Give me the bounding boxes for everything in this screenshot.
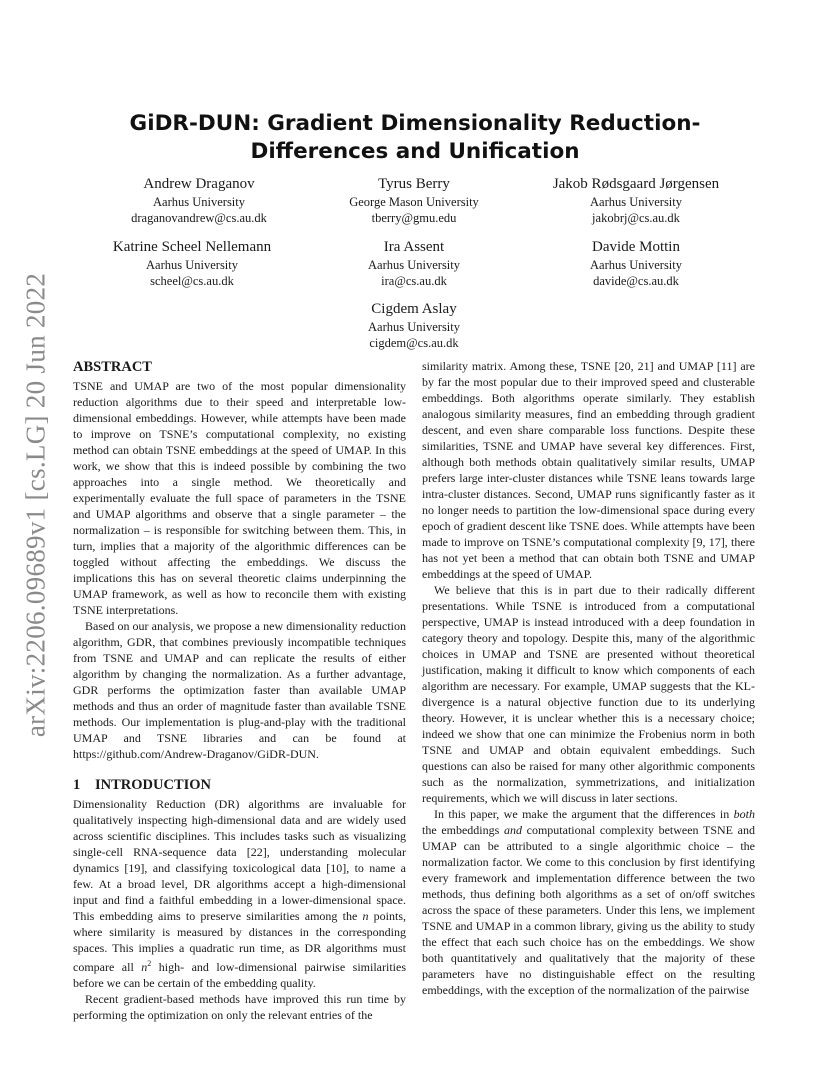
intro-paragraph: Recent gradient-based methods have improved this run time by performing the optimization on only the relevant entries of the: [73, 992, 406, 1022]
author-affiliation: Aarhus University: [590, 258, 682, 272]
author-block: [294, 175, 534, 226]
arxiv-identifier: arXiv:2206.09689v1 [cs.LG] 20 Jun 2022: [20, 272, 51, 738]
text-run: computational complexity between TSNE and UMAP can be attributed to a single algorithmic choice – the normalization factor. We come to this conclusion by first identifying every framework and implementation difference between the two methods, thus defining both algorithms as a set of on/off switches across the space of these parameters. Under this lens, we implement TSNE and UMAP in a common library, giving us the ability to study the effect that each such choice has on the embeddings. We show both quantitatively and qualitatively that the majority of these parameters have no distinguishable effect on the resulting embeddings, with the exception of the normalization of the pairwise: [422, 823, 755, 997]
author-name: Tyrus Berry: [378, 176, 450, 192]
right-column: [422, 358, 755, 998]
math-variable: n: [362, 909, 369, 923]
author-name: Katrine Scheel Nellemann: [112, 239, 272, 255]
author-email: draganovandrew@cs.au.dk: [131, 211, 267, 225]
author-block: [516, 175, 756, 226]
text-run: points, where similarity is measured by distances in the corresponding spaces. This implies a quadratic run time, as DR algorithms must compare all: [73, 909, 406, 974]
author-block: [79, 175, 319, 226]
author-block: [294, 300, 534, 351]
author-affiliation: Aarhus University: [590, 195, 682, 209]
author-email: cigdem@cs.au.dk: [369, 336, 459, 350]
intro-paragraph: similarity matrix. Among these, TSNE [20, 21] and UMAP [11] are by far the most popular due to their improved speed and clusterable embeddings. Both algorithms operate similarly. They establish analogous similarity measures, find an embedding through gradient descent, and even share comparable loss functions. Despite these similarities, TSNE and UMAP have several key differences. First, although both methods obtain qualitatively similar results, UMAP prefers large inter-cluster distances while TSNE leans towards large intra-cluster distances. Second, UMAP runs significantly faster as it no longer needs to partition the low-dimensional space during every epoch of gradient descent like TSNE does. While attempts have been made to improve on TSNE’s computational complexity [9, 17], there has not yet been a method that can obtain both TSNE and UMAP embeddings at the speed of UMAP.: [422, 359, 755, 581]
section-heading: [73, 776, 406, 794]
intro-paragraph: [73, 796, 406, 991]
author-email: davide@cs.au.dk: [593, 274, 679, 288]
author-affiliation: Aarhus University: [368, 320, 460, 334]
abstract-paragraph: Based on our analysis, we propose a new dimensionality reduction algorithm, GDR, that combines previously incompatible techniques from TSNE and UMAP and can replicate the results of either algorithm by changing the normalization. As a further advantage, GDR performs the optimization faster than available UMAP methods and thus an order of magnitude faster than available TSNE methods. Our implementation is plug-and-play with the traditional UMAP and TSNE libraries and can be found at https://github.com/Andrew-Draganov/GiDR-DUN.: [73, 619, 406, 761]
section-title: INTRODUCTION: [95, 777, 212, 793]
author-affiliation: Aarhus University: [368, 258, 460, 272]
emphasis: both: [733, 807, 755, 821]
author-affiliation: Aarhus University: [146, 258, 238, 272]
paper-title: [90, 110, 740, 166]
text-run: Dimensionality Reduction (DR) algorithms are invaluable for qualitatively inspecting high-dimensional data and are widely used across scientific disciplines. This includes tasks such as visualizing single-cell RNA-sequence data [22], understanding molecular dynamics [19], and classifying toxicological data [10], to name a few. At a broad level, DR algorithms accept a high-dimensional input and find a faithful embedding in a lower-dimensional space. This embedding aims to preserve similarities among the: [73, 797, 406, 923]
author-name: Cigdem Aslay: [371, 301, 457, 317]
arxiv-side-stamp: [14, 270, 58, 740]
intro-paragraph: [422, 806, 755, 998]
author-email: ira@cs.au.dk: [381, 274, 447, 288]
author-block: [294, 238, 534, 289]
author-email: scheel@cs.au.dk: [150, 274, 234, 288]
author-email: jakobrj@cs.au.dk: [592, 211, 680, 225]
author-affiliation: George Mason University: [349, 195, 479, 209]
author-name: Andrew Draganov: [143, 176, 255, 192]
text-run: high- and low-dimensional pairwise similarities before we can be certain of the embedding quality.: [73, 960, 406, 990]
section-number: 1: [73, 777, 81, 793]
left-column: [73, 358, 406, 1023]
author-name: Davide Mottin: [592, 239, 680, 255]
emphasis: and: [503, 823, 522, 837]
intro-paragraph: We believe that this is in part due to their radically different presentations. While TSNE is introduced from a computational perspective, UMAP is instead introduced with a deep foundation in category theory and topology. Despite this, many of the algorithmic choices in UMAP and TSNE are presented without theoretical justification, making it difficult to know which components of each algorithm are necessary. For example, UMAP suggests that the KL-divergence is a natural objective function due to its underlying theory. However, it is unclear whether this is a necessary choice; indeed we show that one can minimize the Frobenius norm in both TSNE and UMAP and obtain equivalent embeddings. Such questions can also be raised for many other algorithmic components such as the normalization, symmetrizations, and initialization requirements, which we will discuss in later sections.: [422, 583, 755, 805]
abstract-paragraph: TSNE and UMAP are two of the most popular dimensionality reduction algorithms due to their speed and interpretable low-dimensional embeddings. However, while attempts have been made to improve on TSNE’s computational complexity, no existing method can obtain TSNE embeddings at the speed of UMAP. In this work, we show that this is indeed possible by combining the two approaches into a single method. We theoretically and experimentally evaluate the full space of parameters in the TSNE and UMAP algorithms and observe that a single parameter – the normalization – is responsible for switching between them. This, in turn, implies that a majority of the algorithmic differences can be toggled without affecting the embeddings. We discuss the implications this has on several theoretic claims underpinning the UMAP framework, as well as how to reconcile them with existing TSNE interpretations.: [73, 379, 406, 617]
abstract-heading: ABSTRACT: [73, 359, 152, 375]
text-run: In this paper, we make the argument that the differences in: [434, 807, 734, 821]
author-affiliation: Aarhus University: [153, 195, 245, 209]
author-block: [72, 238, 312, 289]
math-superscript: 2: [147, 959, 152, 968]
text-run: the embeddings: [422, 823, 504, 837]
author-name: Ira Assent: [383, 239, 445, 255]
math-variable: n: [141, 960, 148, 974]
author-email: tberry@gmu.edu: [371, 211, 457, 225]
paper-title-text: GiDR-DUN: Gradient Dimensionality Reduction- Differences and Unification: [129, 111, 701, 164]
author-block: [516, 238, 756, 289]
author-name: Jakob Rødsgaard Jørgensen: [552, 176, 720, 192]
